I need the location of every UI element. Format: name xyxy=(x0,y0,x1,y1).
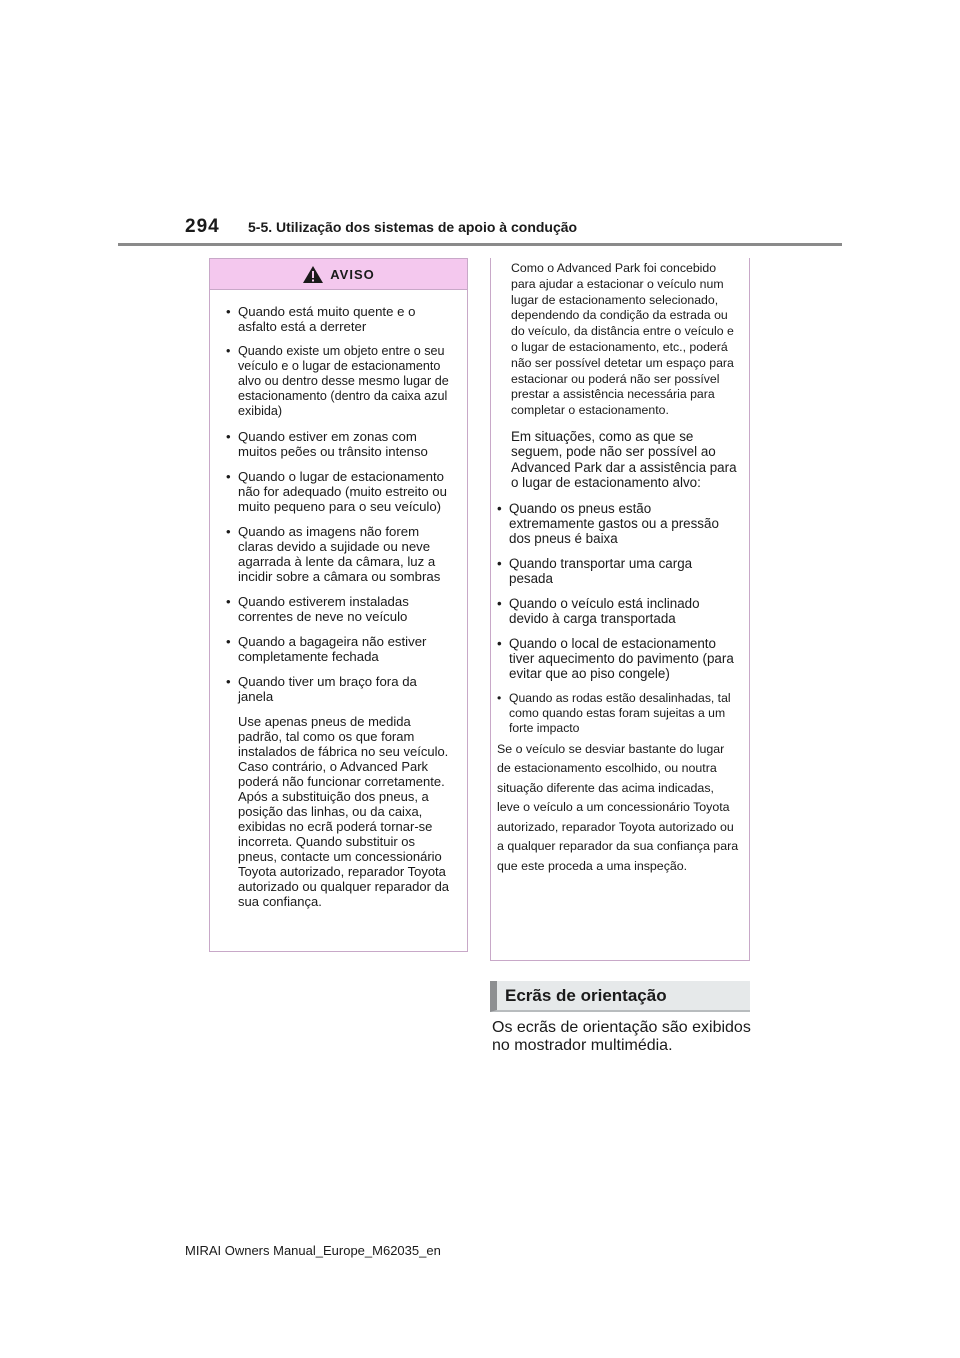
intro-paragraph: Como o Advanced Park foi concebido para ajudar a estacionar o veículo num lugar de estacionamento selecionado, dependendo da condição da estrada ou do veículo, da distância entre o veículo e o lugar de estacionamento, etc., poderá não ser possível detetar um espaço para estacionar ou poderá não ser possível prestar a assistência necessária para completar o estacionamento. xyxy=(511,261,734,418)
header-divider xyxy=(118,243,842,246)
list-item: • Quando estiverem instaladas correntes de neve no veículo xyxy=(226,594,455,624)
orientation-heading: Ecrãs de orientação xyxy=(490,981,750,1012)
list-item: • Quando os pneus estão extremamente gastos ou a pressão dos pneus é baixa xyxy=(497,501,739,546)
list-item: • Quando o lugar de estacionamento não for adequado (muito estreito ou muito pequeno para o seu veículo) xyxy=(226,469,455,514)
list-item: • Quando as imagens não forem claras devido a sujidade ou neve agarrada à lente da câmara, luz a incidir sobre a câmara ou sombras xyxy=(226,524,455,584)
list-item: • Quando existe um objeto entre o seu veículo e o lugar de estacionamento alvo ou dentro desse mesmo lugar de estacionamento (dentro da caixa azul exibida) xyxy=(226,344,455,419)
list-item: • Quando transportar uma carga pesada xyxy=(497,556,739,586)
page-number: 294 xyxy=(185,216,220,237)
list-item: • Quando está muito quente e o asfalto está a derreter xyxy=(226,304,455,334)
warning-note: Use apenas pneus de medida padrão, tal como os que foram instalados de fábrica no seu veículo. Caso contrário, o Advanced Park poderá não funcionar corretamente. Após a substituição dos pneus, a posição das linhas, ou da caixa, exibidas no ecrã poderá tornar-se incorreta. Quando substituir os pneus, contacte um concessionário Toyota autorizado, reparador Toyota autorizado ou qualquer reparador da sua confiança. xyxy=(238,714,450,909)
warning-box xyxy=(209,258,468,952)
warning-triangle-icon xyxy=(302,265,324,284)
list-item: • Quando o local de estacionamento tiver aquecimento do pavimento (para evitar que ao piso congele) xyxy=(497,636,739,681)
lead-paragraph: Em situações, como as que se seguem, pode não ser possível ao Advanced Park dar a assistência para o lugar de estacionamento alvo: xyxy=(511,428,737,491)
list-item: • Quando a bagageira não estiver completamente fechada xyxy=(226,634,455,664)
continuation-box xyxy=(490,258,750,961)
orientation-text: Os ecrãs de orientação são exibidos no mostrador multimédia. xyxy=(492,1019,751,1054)
footer-text: MIRAI Owners Manual_Europe_M62035_en xyxy=(185,1243,441,1258)
warning-body xyxy=(210,290,467,909)
warning-header xyxy=(210,259,467,290)
list-item: • Quando as rodas estão desalinhadas, tal como quando estas foram sujeitas a um forte impacto xyxy=(497,691,739,736)
list-item: • Quando tiver um braço fora da janela xyxy=(226,674,455,704)
section-title: 5-5. Utilização dos sistemas de apoio à condução xyxy=(248,219,578,235)
warning-title: AVISO xyxy=(330,266,375,282)
conditions-list xyxy=(497,501,739,736)
warning-list xyxy=(226,304,455,704)
list-item: • Quando o veículo está inclinado devido à carga transportada xyxy=(497,596,739,626)
list-item: • Quando estiver em zonas com muitos peões ou trânsito intenso xyxy=(226,429,455,459)
closing-paragraph: Se o veículo se desviar bastante do lugar de estacionamento escolhido, ou noutra situação diferente das acima indicadas, leve o veículo a um concessionário Toyota autorizado, reparador Toyota autorizado ou a qualquer reparador da sua confiança para que este proceda a uma inspeção. xyxy=(497,741,739,873)
